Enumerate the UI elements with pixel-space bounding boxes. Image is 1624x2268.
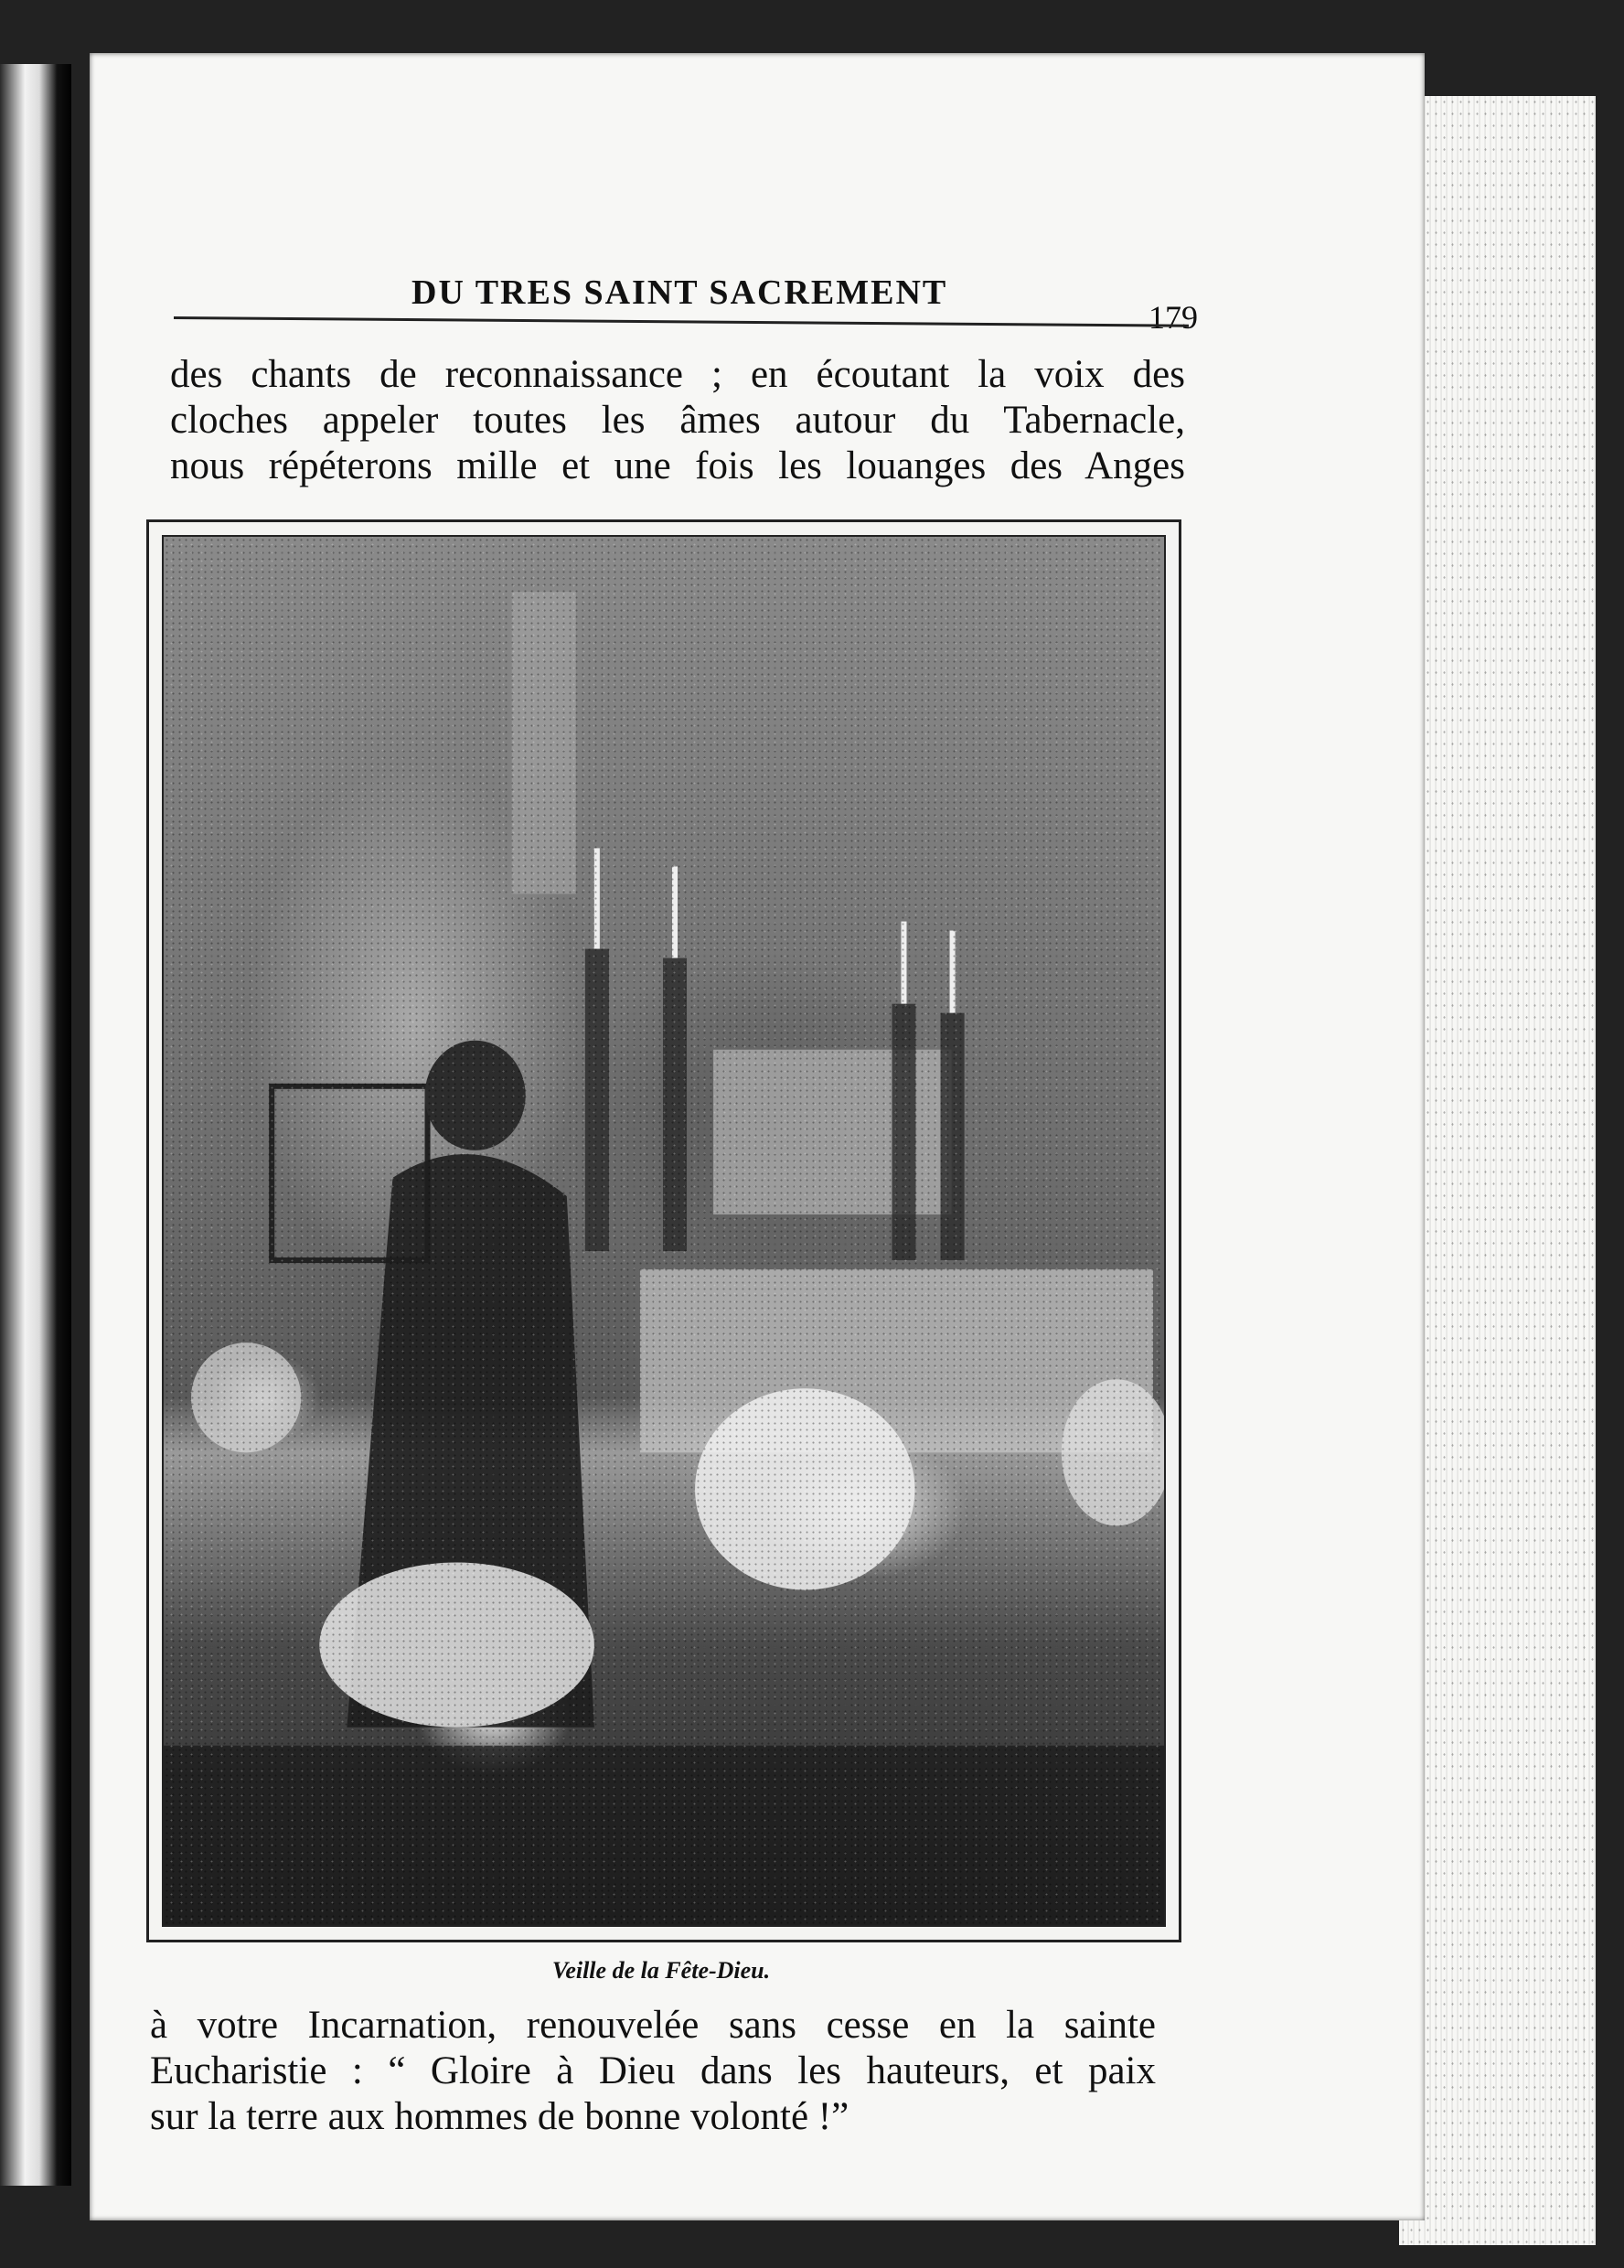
figure-frame	[146, 519, 1181, 1942]
text-line: cloches appeler toutes les âmes autour du Tabernacle,	[170, 399, 1185, 442]
paragraph-bottom	[150, 2003, 1156, 2140]
text-line: des chants de reconnaissance ; en écoutant la voix des	[170, 353, 1185, 396]
figure-caption: Veille de la Fête-Dieu.	[551, 1957, 771, 1984]
text-line: nous répéterons mille et une fois les louanges des Anges	[170, 444, 1185, 487]
text-line: Eucharistie : “ Gloire à Dieu dans les hauteurs, et paix	[150, 2049, 1156, 2092]
left-page-edge	[0, 64, 71, 2186]
running-title: DU TRES SAINT SACREMENT	[411, 273, 948, 312]
paragraph-top	[170, 352, 1185, 489]
altar-photograph	[162, 535, 1166, 1927]
text-line: à votre Incarnation, renouvelée sans cesse en la sainte	[150, 2004, 1156, 2047]
page-number: 179	[1149, 299, 1198, 336]
text-line: sur la terre aux hommes de bonne volonté !”	[150, 2095, 849, 2138]
page-stack-edge	[1399, 96, 1596, 2245]
